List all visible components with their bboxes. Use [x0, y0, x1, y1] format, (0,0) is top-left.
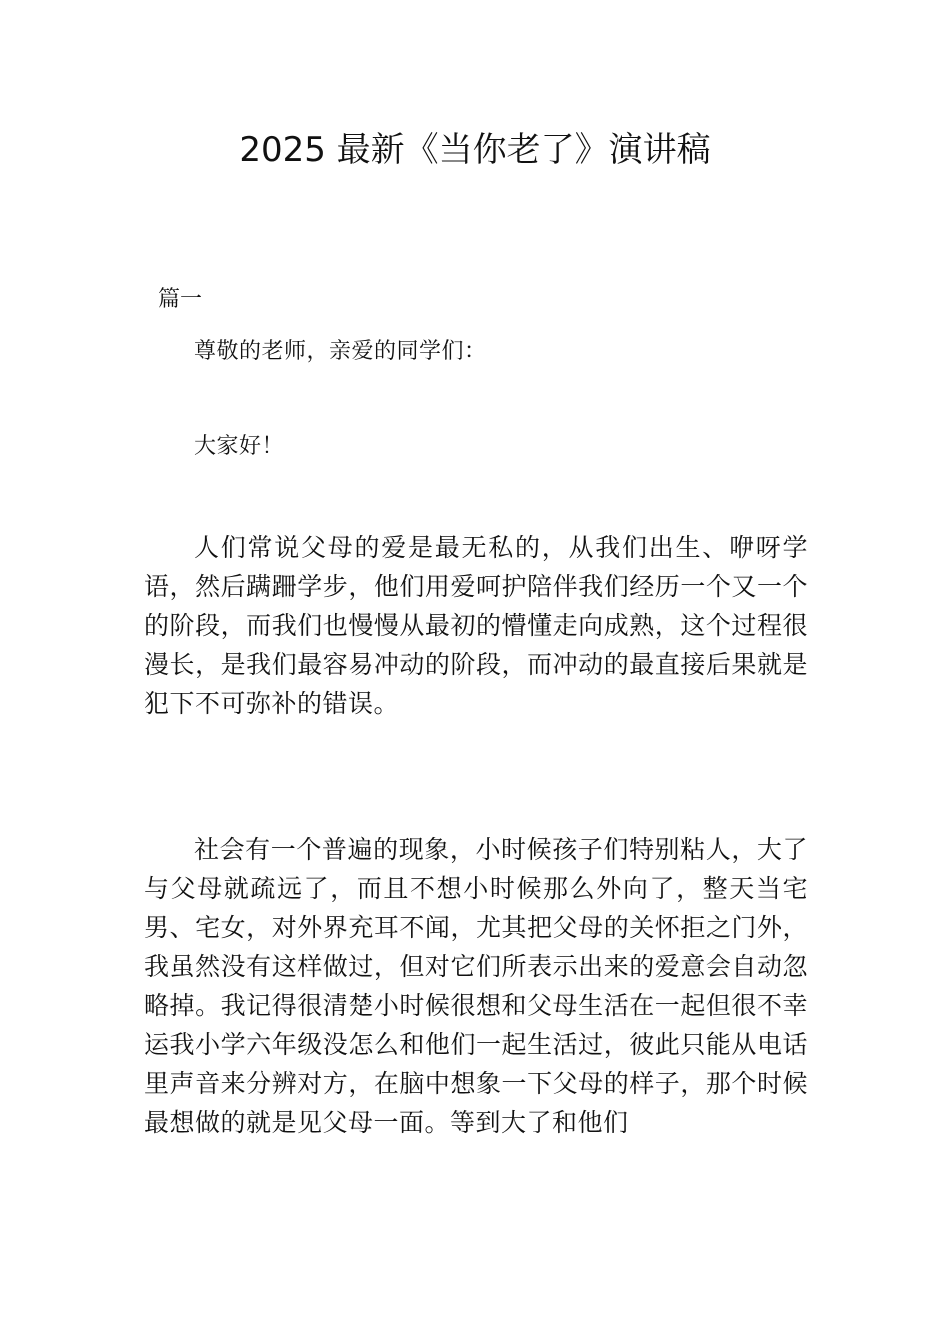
section-label: 篇一 [158, 287, 203, 312]
body-paragraph: 人们常说父母的爱是最无私的，从我们出生、咿呀学语，然后蹒跚学步，他们用爱呵护陪伴我们经历一个又一个的阶段，而我们也慢慢从最初的懵懂走向成熟，这个过程很漫长，是我们最容易冲动的阶段，而冲动的最直接后果就是犯下不可弥补的错误。 [144, 533, 808, 718]
body-paragraph: 社会有一个普遍的现象，小时候孩子们特别粘人，大了与父母就疏远了，而且不想小时候那么外向了，整天当宅男、宅女，对外界充耳不闻，尤其把父母的关怀拒之门外，我虽然没有这样做过，但对它们所表示出来的爱意会自动忽略掉。我记得很清楚小时候很想和父母生活在一起但很不幸运我小学六年级没怎么和他们一起生活过，彼此只能从电话里声音来分辨对方，在脑中想象一下父母的样子，那个时候最想做的就是见父母一面。等到大了和他们 [144, 835, 808, 1137]
greeting-paragraph: 尊敬的老师，亲爱的同学们： [194, 339, 487, 364]
document-title: 2025 最新《当你老了》演讲稿 [239, 130, 711, 170]
hello-paragraph: 大家好！ [194, 434, 285, 459]
